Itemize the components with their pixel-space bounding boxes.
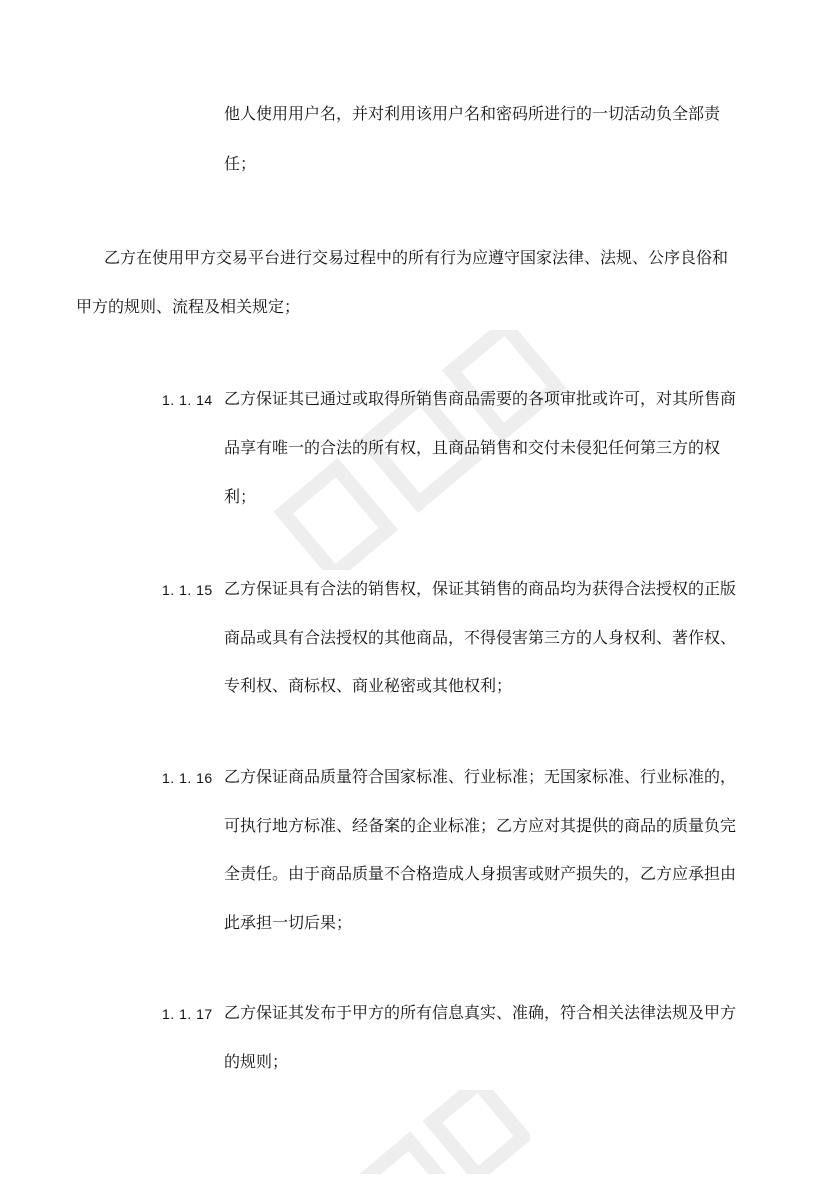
- text-line: 利；: [224, 487, 257, 506]
- text-line: 可执行地方标准、经备案的企业标准；乙方应对其提供的商品的质量负完: [224, 816, 737, 835]
- text-line: 品享有唯一的合法的所有权，且商品销售和交付未侵犯任何第三方的权: [224, 438, 721, 457]
- text-line: 乙方保证其发布于甲方的所有信息真实、准确，符合相关法律法规及甲方: [224, 1003, 737, 1022]
- text-line: 他人使用用户名，并对利用该用户名和密码所进行的一切活动负全部责: [224, 104, 721, 123]
- clause-number: 1. 1. 14: [162, 392, 213, 408]
- text-line: 此承担一切后果；: [224, 913, 353, 932]
- text-line: 的规则；: [224, 1052, 289, 1071]
- text-line: 乙方在使用甲方交易平台进行交易过程中的所有行为应遵守国家法律、法规、公序良俗和: [104, 248, 729, 267]
- text-line: 任；: [224, 154, 257, 173]
- clause-number: 1. 1. 15: [162, 582, 213, 598]
- text-line: 甲方的规则、流程及相关规定；: [76, 297, 301, 316]
- text-line: 乙方保证商品质量符合国家标准、行业标准；无国家标准、行业标准的，: [224, 767, 737, 786]
- text-line: 商品或具有合法授权的其他商品，不得侵害第三方的人身权利、著作权、: [224, 628, 737, 647]
- text-line: 乙方保证其已通过或取得所销售商品需要的各项审批或许可，对其所售商: [224, 389, 737, 408]
- text-line: 全责任。由于商品质量不合格造成人身损害或财产损失的，乙方应承担由: [224, 864, 737, 883]
- clause-number: 1. 1. 16: [162, 770, 213, 786]
- clause-number: 1. 1. 17: [162, 1006, 213, 1022]
- watermark-bottom: [330, 1090, 530, 1174]
- text-line: 乙方保证具有合法的销售权，保证其销售的商品均为获得合法授权的正版: [224, 579, 737, 598]
- text-line: 专利权、商标权、商业秘密或其他权利；: [224, 676, 513, 695]
